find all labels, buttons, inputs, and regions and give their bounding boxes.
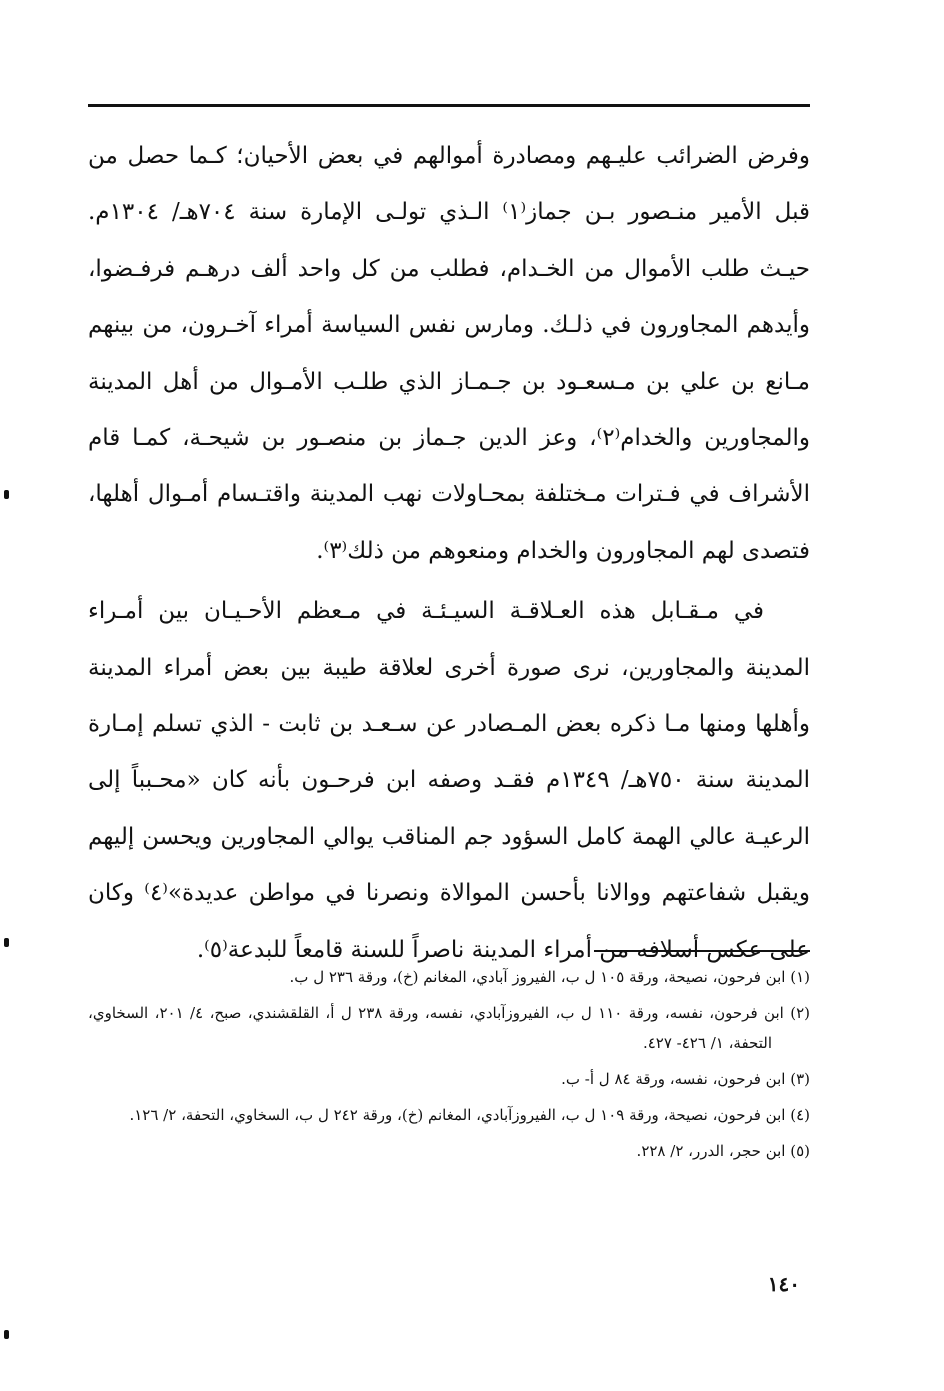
header-rule: [88, 104, 810, 107]
main-text: [88, 128, 810, 978]
footnote-2: (٢) ابن فرحون، نفسه، ورقة ١١٠ ل ب، الفيروزآبادي، نفسه، ورقة ٢٣٨ ل أ، القلقشندي، صبح، ٤/ ٢٠١، السخاوي، التحفة، ١/ ٤٢٦- ٤٢٧.: [88, 1004, 810, 1052]
footnotes: [88, 962, 810, 1172]
scan-edge-mark: [4, 938, 9, 947]
paragraph-2: في مـقـابل هذه العـلاقـة السيـئـة في مـعظم الأحـيـان بين أمـراء المدينة والمجاورين، نرى صورة أخرى لعلاقة طيبة بين بعض أمراء المدينة وأهلها ومنها مـا ذكره بعض المـصادر عن سـعـد بن ثابت - الذي تسلم إمـارة المدينة سنة ٧٥٠هـ/ ١٣٤٩م فقـد وصفه ابن فرحـون بأنه كان «محـبباً إلى الرعيـة عالي الهمة كامل السؤود جم المناقب يوالي المجاورين ويحسن إليهم ويقبل شفاعتهم ووالانا بأحسن الموالاة ونصرنا في مواطن عديدة»⁽٤⁾ وكان على عكس أسلافه من أمراء المدينة ناصراً للسنة قامعاً للبدعة⁽٥⁾.: [88, 598, 810, 963]
scan-edge-mark: [4, 1330, 9, 1339]
footnote-1: (١) ابن فرحون، نصيحة، ورقة ١٠٥ ل ب، الفيروز آبادي، المغانم (خ)، ورقة ٢٣٦ ل ب.: [289, 968, 810, 986]
footnote-separator: [594, 950, 810, 952]
footnote-4: (٤) ابن فرحون، نصيحة، ورقة ١٠٩ ل ب، الفيروزآبادي، المغانم (خ)، ورقة ٢٤٢ ل ب، السخاوي، التحفة، ٢/ ١٢٦.: [129, 1106, 810, 1124]
paragraph-1: وفرض الضرائب عليـهم ومصادرة أموالهم في بعض الأحيان؛ كـما حصل من قبل الأمير منـصور بـن جماز⁽١⁾ الـذي تولـى الإمارة سنة ٧٠٤هـ/ ١٣٠٤م. حيـث طلب الأموال من الخـدام، فطلب من كل واحد ألف درهـم فرفـضوا، وأيدهم المجاورون في ذلـك. ومارس نفس السياسة أمراء آخـرون، من بينهم مـانع بن علي بن مـسعـود بن جـمـاز الذي طلـب الأمـوال من أهل المدينة والمجاورين والخدام⁽٢⁾، وعز الدين جـماز بن منصـور بن شيحـة، كمـا قام الأشراف في فـترات مـختلفة بمحـاولات نهب المدينة واقتـسام أمـوال أهلها، فتصدى لهم المجاورون والخدام ومنعوهم من ذلك⁽٣⁾.: [88, 143, 811, 564]
footnote-3: (٣) ابن فرحون، نفسه، ورقة ٨٤ ل أ- ب.: [561, 1070, 810, 1088]
scan-edge-mark: [4, 490, 9, 499]
page-number: ١٤٠: [767, 1272, 800, 1296]
footnote-5: (٥) ابن حجر، الدرر، ٢/ ٢٢٨.: [636, 1142, 810, 1160]
